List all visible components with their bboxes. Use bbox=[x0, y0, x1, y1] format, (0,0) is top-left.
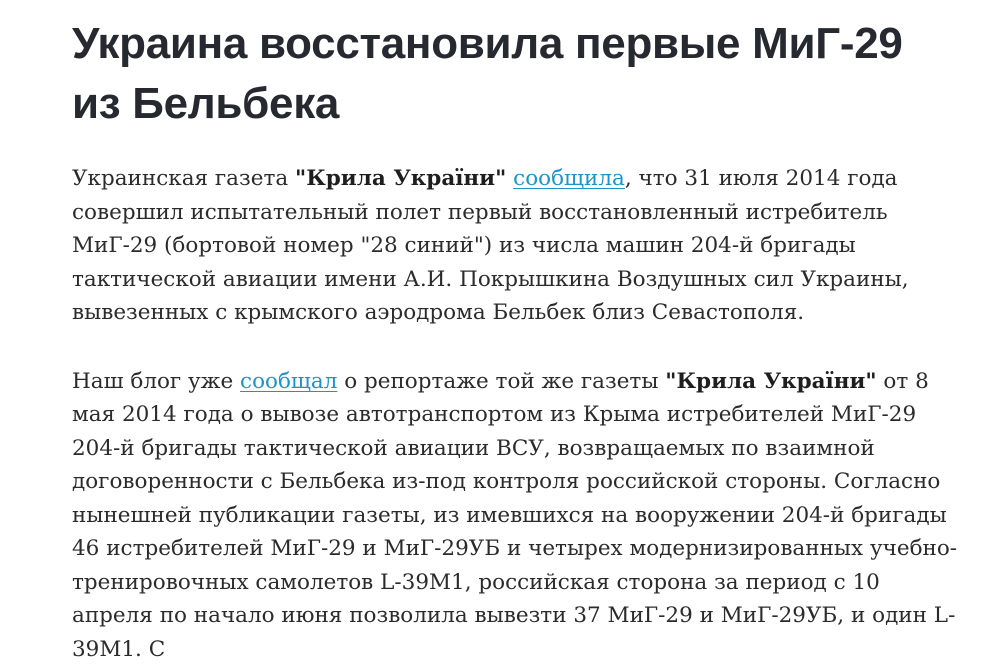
source-link-reported[interactable]: сообщила bbox=[513, 166, 625, 191]
article-title: Украина восстановила первые МиГ-29 из Бельбека bbox=[72, 14, 962, 134]
article bbox=[72, 14, 962, 666]
newspaper-name: "Крила України" bbox=[295, 166, 506, 191]
article-paragraph-1 bbox=[72, 162, 962, 330]
paragraph-2-text-middle: о репортаже той же газеты bbox=[337, 369, 665, 394]
paragraph-1-text-end: , что 31 июля 2014 года совершил испытательный полет первый восстановленный истребитель МиГ-29 (бортовой номер "28 синий") из числа машин 204-й бригады тактической авиации имени А.И. Покрышкина Воздушных сил Украины, вывезенных с крымского аэродрома Бельбек близ Севастополя. bbox=[72, 166, 909, 325]
newspaper-name-2: "Крила України" bbox=[665, 369, 876, 394]
paragraph-2-text-start: Наш блог уже bbox=[72, 369, 240, 394]
paragraph-2-text-end: от 8 мая 2014 года о вывозе автотранспортом из Крыма истребителей МиГ-29 204-й бригады тактической авиации ВСУ, возвращаемых по взаимной договоренности с Бельбека из-под контроля российской стороны. Согласно нынешней публикации газеты, из имевшихся на вооружении 204-й бригады 46 истребителей МиГ-29 и МиГ-29УБ и четырех модернизированных учебно-тренировочных самолетов L-39М1, российская сторона за период с 10 апреля по начало июня позволила вывезти 37 МиГ-29 и МиГ-29УБ, и один L-39М1. С bbox=[72, 369, 957, 662]
paragraph-1-text-start: Украинская газета bbox=[72, 166, 295, 191]
article-paragraph-2 bbox=[72, 365, 962, 666]
blog-link-reported[interactable]: сообщал bbox=[240, 369, 337, 394]
